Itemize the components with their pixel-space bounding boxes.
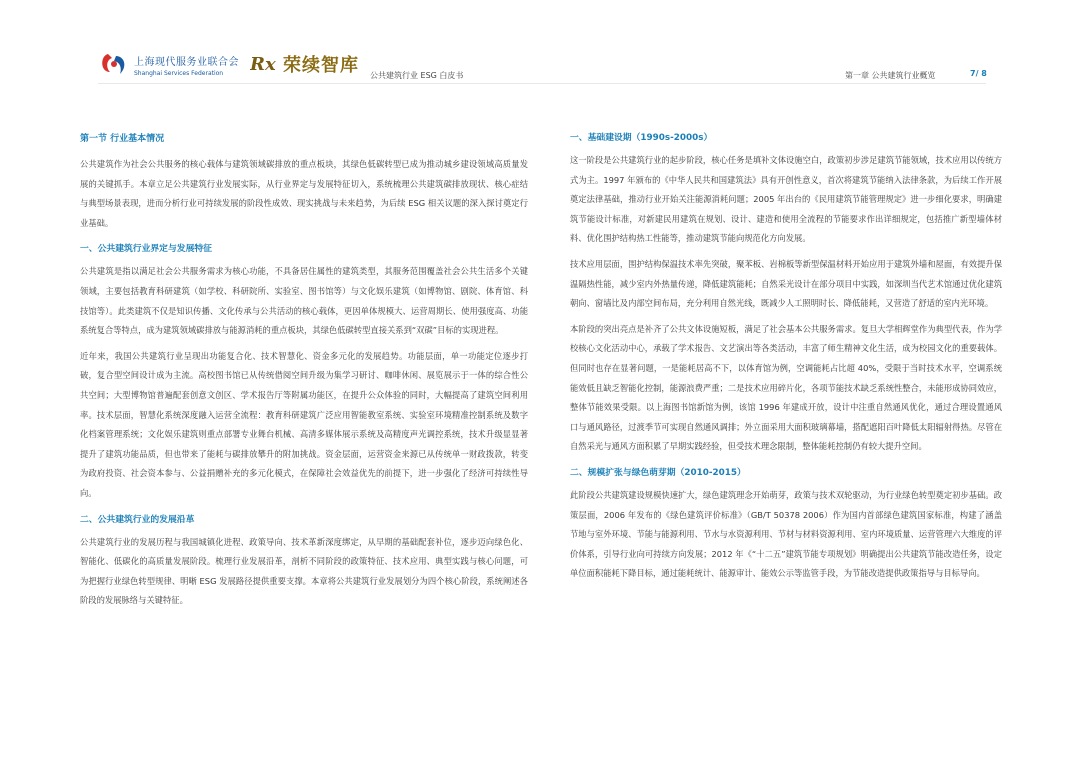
stage1-paragraph-2: 技术应用层面，围护结构保温技术率先突破，聚苯板、岩棉板等新型保温材料开始应用于建筑外墙和屋面，有效提升保温隔热性能，减少室内外热量传递，降低建筑能耗；自然采光设计在部分项目中实践，如深圳当代艺术馆通过优化建筑朝向、窗墙比及内部空间布局，充分利用自然光线，既减少人工照明时长、降低能耗，又营造了舒适的室内光环境。 [570, 258, 1002, 309]
federation-name-en: Shanghai Services Federation [134, 70, 224, 77]
subsection-heading-history: 二、公共建筑行业的发展沿革 [80, 514, 195, 525]
stage1-paragraph-3: 本阶段的突出亮点是补齐了公共文体设施短板，满足了社会基本公共服务需求。复旦大学相辉堂作为典型代表，作为学校核心文化活动中心，承载了学术报告、文艺演出等各类活动，丰富了师生精神文化生活，成为校园文化的重要载体。但同时也存在显著问题，一是能耗居高不下，以体育馆为例，空调能耗占比超 40%，受限于当时技术水平，空调系统能效低且缺乏智能化控制，能源浪费严重；二是技术应用碎片化，各项节能技术缺乏系统性整合，未能形成协同效应，整体节能效果受限。以上海图书馆新馆为例，该馆 1996 年建成开放，设计中注重自然通风优化，通过合理设置通风口与通风路径，过渡季节可实现自然通风调排；外立面采用大面积玻璃幕墙，搭配遮阳百叶降低太阳辐射得热。尽管在自然采光与通风方面积累了早期实践经验，但受技术理念限制，整体能耗控制仍有较大提升空间。 [570, 323, 1002, 452]
intro-paragraph: 公共建筑作为社会公共服务的核心载体与建筑领域碳排放的重点板块，其绿色低碳转型已成为推动城乡建设领域高质量发展的关键抓手。本章立足公共建筑行业发展实际，从行业界定与发展特征切入，系统梳理公共建筑碳排放现状、核心症结与典型场景表现，进而分析行业可持续发展的阶段性成效、现实挑战与未来趋势，为后续 ESG 相关议题的深入探讨奠定行业基础。 [80, 159, 528, 228]
svg-text:Rx: Rx [250, 54, 276, 74]
federation-logo-icon [98, 52, 130, 76]
chapter-title: 第一章 公共建筑行业概览 [845, 71, 936, 80]
brand-name: 荣续智库 [283, 55, 359, 76]
left-column [80, 128, 528, 617]
right-column [570, 128, 1002, 590]
definition-paragraph-1: 公共建筑是指以满足社会公共服务需求为核心功能，不具备居住属性的建筑类型，其服务范围覆盖社会公共生活多个关键领域，主要包括教育科研建筑（如学校、科研院所、实验室、图书馆等）与文化娱乐建筑（如博物馆、剧院、体育馆、科技馆等）。此类建筑不仅是知识传播、文化传承与公共活动的核心载体，更因单体规模大、运营周期长、使用强度高、功能系统复合等特点，成为建筑领域碳排放与能源消耗的重点板块，其绿色低碳转型直接关系到“双碳”目标的实现进程。 [80, 266, 528, 336]
stage-heading-expansion: 二、规模扩张与绿色萌芽期（2010-2015） [570, 467, 746, 478]
definition-paragraph-2: 近年来，我国公共建筑行业呈现出功能复合化、技术智慧化、资金多元化的发展趋势。功能层面，单一功能定位逐步打破，复合型空间设计成为主流。高校图书馆已从传统借阅空间升级为集学习研讨、咖啡休闲、展览展示于一体的综合性公共空间；大型博物馆普遍配套创意文创区、学术报告厅等附属功能区，在提升公众体验的同时，大幅提高了建筑空间利用率。技术层面，智慧化系统深度融入运营全流程：教育科研建筑广泛应用智能教室系统、实验室环境精准控制系统及数字化档案管理系统；文化娱乐建筑则重点部署专业舞台机械、高清多媒体展示系统及高精度声光调控系统，技术升级显显著提升了建筑功能品质，但也带来了能耗与碳排放攀升的附加挑战。资金层面，运营资金来源已从传统单一财政拨款，转变为政府投资、社会资本参与、公益捐赠补充的多元化模式，在保障社会效益优先的前提下，进一步强化了经济可持续性导向。 [80, 350, 528, 498]
page-header [0, 0, 1080, 100]
stage-heading-foundation: 一、基础建设期（1990s-2000s） [570, 133, 713, 143]
federation-name-cn: 上海现代服务业联合会 [134, 57, 239, 68]
document-title: 公共建筑行业 ESG 白皮书 [370, 71, 464, 80]
section-heading: 第一节 行业基本情况 [80, 134, 165, 144]
rx-brand-logo-icon [250, 52, 280, 74]
header-divider [98, 83, 986, 84]
federation-name [134, 53, 239, 77]
history-paragraph: 公共建筑行业的发展历程与我国城镇化进程、政策导向、技术革新深度绑定，从早期的基础配套补位，逐步迈向绿色化、智能化、低碳化的高质量发展阶段。梳理行业发展沿革，剖析不同阶段的政策特征、技术应用、典型实践与核心问题，可为把握行业绿色转型规律、明晰 ESG 发展路径提供重要支撑。本章将公共建筑行业发展划分为四个核心阶段，系统阐述各阶段的发展脉络与关键特征。 [80, 536, 528, 606]
page-number: 7/ 8 [970, 69, 987, 78]
stage2-paragraph-1: 此阶段公共建筑建设规模快速扩大，绿色建筑理念开始萌芽，政策与技术双轮驱动，为行业绿色转型奠定初步基础。政策层面，2006 年发布的《绿色建筑评价标准》（GB/T 50378 2006）作为国内首部绿色建筑国家标准，构建了涵盖节地与室外环境、节能与能源利用、节水与水资源利用、节材与材料资源利用、室内环境质量、运营管理六大维度的评价体系，引导行业向可持续方向发展；2012 年《“十二五”建筑节能专项规划》明确提出公共建筑节能改造任务，设定单位面积能耗下降目标，通过能耗统计、能源审计、能效公示等监管手段，为节能改造提供政策指导与目标导向。 [570, 489, 1002, 579]
subsection-heading-definition: 一、公共建筑行业界定与发展特征 [80, 244, 212, 255]
stage1-paragraph-1: 这一阶段是公共建筑行业的起步阶段，核心任务是填补文体设施空白，政策初步涉足建筑节能领域，技术应用以传统方式为主。1997 年颁布的《中华人民共和国建筑法》具有开创性意义，首次将建筑节能纳入法律条款，为后续工作开展奠定法律基础，推动行业开始关注能源消耗问题；2005 年出台的《民用建筑节能管理规定》进一步细化要求，明确建筑节能设计标准，对新建民用建筑在规划、设计、建造和使用全流程的节能要求作出详细规定，包括推广新型墙体材料、优化围护结构热工性能等，推动建筑节能向规范化方向发展。 [570, 155, 1002, 244]
